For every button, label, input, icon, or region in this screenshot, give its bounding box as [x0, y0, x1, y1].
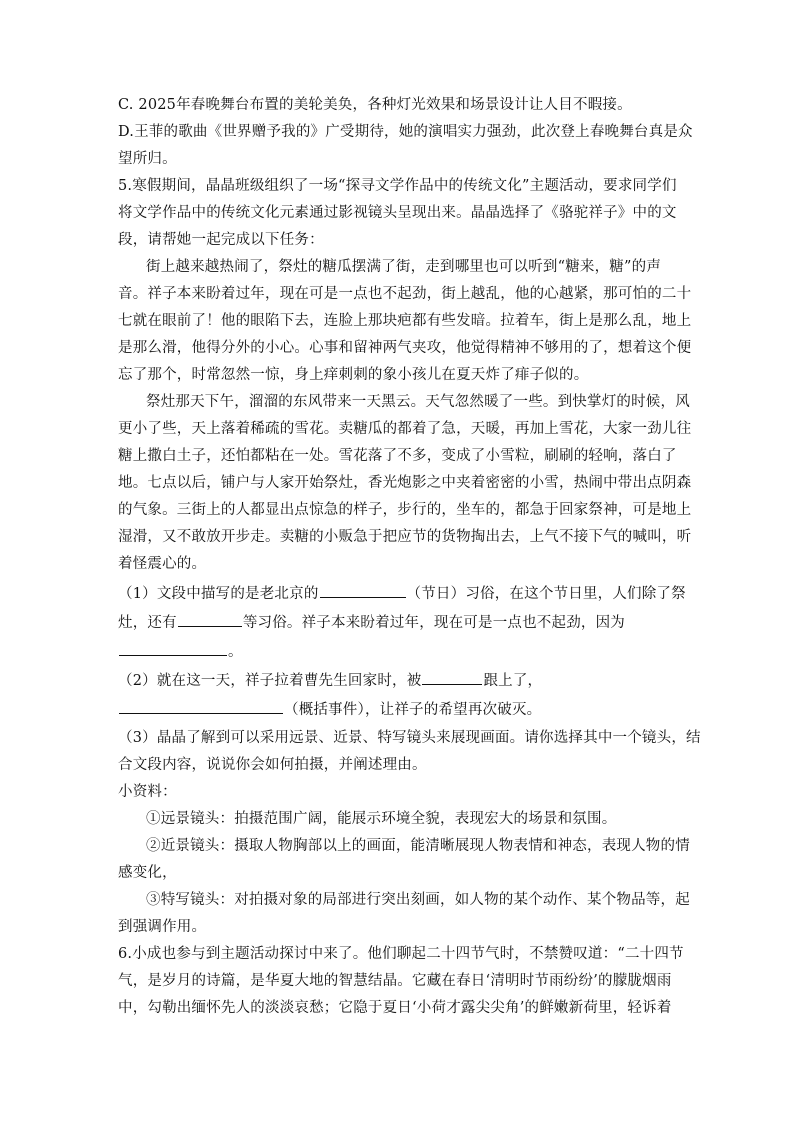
blank-reason[interactable] — [119, 641, 227, 656]
reference-long-shot: ①远景镜头：拍摄范围广阔，能展示环境全貌，表现宏大的场景和氛围。 — [146, 811, 617, 827]
blank-event-summary[interactable] — [119, 699, 283, 714]
subquestion-2-line2 — [118, 699, 541, 719]
option-d: D.王菲的歌曲《世界赠予我的》广受期待，她的演唱实力强劲，此次登上春晚舞台真是众 — [118, 124, 693, 140]
question-5-stem-line3: 段，请帮她一起完成以下任务： — [118, 232, 324, 248]
passage-p1-line2: 音。祥子本来盼着过年，现在可是一点也不起劲，街上越乱，他的心越紧，那可怕的二十 — [118, 286, 692, 302]
passage-p1-line3: 七就在眼前了！他的眼陷下去，连脸上那块疤都有些发暗。拉着车，街上是那么乱，地上 — [118, 313, 692, 329]
passage-p2-line5: 的气象。三街上的人都显出点惊急的样子，步行的，坐车的，都急于回家祭神，可是地上 — [118, 502, 692, 518]
reference-close-up-cont: 到强调作用。 — [118, 919, 207, 935]
subquestion-3-line1: （3）晶晶了解到可以采用远景、近景、特写镜头来展现画面。请你选择其中一个镜头，结 — [118, 730, 701, 746]
subquestion-1-text-a: （1）文段中描写的是老北京的 — [118, 586, 319, 602]
subquestion-1-line2 — [118, 612, 625, 632]
subquestion-1-text-d: 等习俗。祥子本来盼着过年，现在可是一点也不起劲，因为 — [242, 615, 626, 631]
reference-medium-shot: ②近景镜头：摄取人物胸部以上的画面，能清晰展现人物表情和神态，表现人物的情 — [146, 838, 690, 854]
passage-p2-line4: 地。七点以后，铺户与人家开始祭灶，香光炮影之中夹着密密的小雪，热闹中带出点阴森 — [118, 475, 692, 491]
subquestion-2-text-c: （概括事件），让祥子的希望再次破灭。 — [284, 702, 542, 718]
blank-follower[interactable] — [422, 670, 482, 685]
question-5-stem-line2: 将文学作品中的传统文化元素通过影视镜头呈现出来。晶晶选择了《骆驼祥子》中的文 — [118, 205, 677, 221]
question-6-line3: 中，勾勒出缅怀先人的淡淡哀愁；它隐于夏日‘小荷才露尖尖角’的鲜嫩新荷里，轻诉着 — [118, 1000, 672, 1016]
subquestion-1-line3 — [118, 641, 243, 661]
subquestion-2-text-b: 跟上了， — [483, 673, 543, 689]
passage-p1-line5: 忘了那个，时常忽然一惊，身上痒刺刺的象小孩儿在夏天炸了痱子似的。 — [118, 367, 589, 383]
option-c: C. 2025年春晚舞台布置的美轮美奂，各种灯光效果和场景设计让人目不暇接。 — [118, 97, 632, 113]
subquestion-1-text-c: 灶，还有 — [118, 615, 177, 631]
question-5-stem: 5.寒假期间，晶晶班级组织了一场“探寻文学作品中的传统文化”主题活动，要求同学们 — [118, 178, 677, 194]
subquestion-2-text-a: （2）就在这一天，祥子拉着曹先生回家时，被 — [118, 673, 422, 689]
question-6-line1: 6.小成也参与到主题活动探讨中来了。他们聊起二十四节气时，不禁赞叹道：“二十四节 — [118, 946, 684, 962]
subquestion-2-line1 — [118, 670, 542, 690]
passage-p2-line1: 祭灶那天下午，溜溜的东风带来一天黑云。天气忽然暖了一些。到快掌灯的时候，风 — [146, 394, 690, 410]
question-6-line2: 气，是岁月的诗篇，是华夏大地的智慧结晶。它藏在春日‘清明时节雨纷纷’的朦胧烟雨 — [118, 973, 672, 989]
blank-festival[interactable] — [320, 583, 406, 598]
passage-p2-line7: 着怪震心的。 — [118, 556, 207, 572]
reference-heading: 小资料： — [118, 784, 177, 800]
reference-medium-shot-cont: 感变化， — [118, 865, 177, 881]
blank-customs[interactable] — [178, 612, 242, 627]
subquestion-3-line2: 合文段内容，说说你会如何拍摄，并阐述理由。 — [118, 757, 427, 773]
option-d-cont: 望所归。 — [118, 151, 177, 167]
passage-p2-line2: 更小了些，天上落着稀疏的雪花。卖糖瓜的都着了急，天暖，再加上雪花，大家一劲儿往 — [118, 421, 692, 437]
passage-p2-line3: 糖上撒白土子，还怕都粘在一处。雪花落了不多，变成了小雪粒，刷刷的轻响，落白了 — [118, 448, 677, 464]
subquestion-1-text-b: （节日）习俗，在这个节日里，人们除了祭 — [406, 586, 686, 602]
subquestion-1-line1 — [118, 583, 686, 603]
passage-p2-line6: 湿滑，又不敢放开步走。卖糖的小贩急于把应节的货物掏出去，上气不接下气的喊叫，听 — [118, 529, 692, 545]
passage-p1-line4: 是那么滑，他得分外的小心。心事和留神两气夹攻，他觉得精神不够用的了，想着这个便 — [118, 340, 692, 356]
passage-p1-line1: 街上越来越热闹了，祭灶的糖瓜摆满了街，走到哪里也可以听到“糖来，糖”的声 — [146, 259, 662, 275]
subquestion-1-text-e: 。 — [228, 644, 243, 660]
reference-close-up: ③特写镜头：对拍摄对象的局部进行突出刻画，如人物的某个动作、某个物品等，起 — [146, 892, 690, 908]
